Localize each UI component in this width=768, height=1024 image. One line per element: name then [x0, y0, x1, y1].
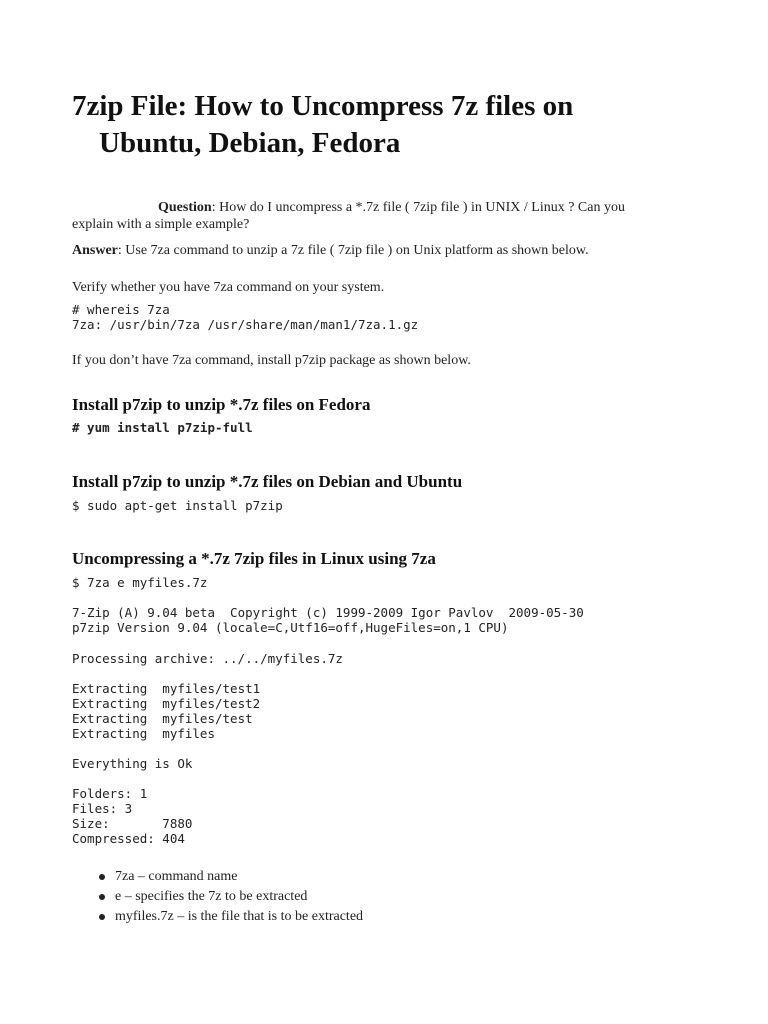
section-heading-uncompress: Uncompressing a *.7z 7zip files in Linux using 7za — [72, 549, 436, 568]
install-note: If you don’t have 7za command, install p7zip package as shown below. — [72, 353, 471, 368]
verify-text: Verify whether you have 7za command on your system. — [72, 280, 385, 295]
question-text-2: explain with a simple example? — [72, 217, 250, 232]
answer-paragraph — [72, 242, 712, 259]
output-extract-2: Extracting myfiles/test2 — [72, 696, 261, 711]
bullet-icon — [99, 894, 105, 900]
output-compressed: Compressed: 404 — [72, 831, 185, 846]
whereis-command: # whereis 7za — [72, 302, 170, 317]
bullet-icon — [99, 874, 105, 880]
answer-label: Answer — [72, 243, 118, 258]
page-title — [72, 88, 692, 162]
bullet-icon — [99, 914, 105, 920]
section-heading-debian: Install p7zip to unzip *.7z files on Debian and Ubuntu — [72, 472, 463, 491]
question-text: : How do I uncompress a *.7z file ( 7zip file ) in UNIX / Linux ? Can you — [211, 200, 625, 215]
output-extract-3: Extracting myfiles/test — [72, 711, 253, 726]
output-extract-1: Extracting myfiles/test1 — [72, 681, 261, 696]
output-extract-4: Extracting myfiles — [72, 726, 215, 741]
answer-text: : Use 7za command to unzip a 7z file ( 7zip file ) on Unix platform as shown below. — [117, 243, 589, 258]
output-size: Size: 7880 — [72, 816, 193, 831]
title-line-1: 7zip File: How to Uncompress 7z files on — [72, 90, 574, 122]
title-line-2: Ubuntu, Debian, Fedora — [99, 127, 401, 159]
fedora-command: # yum install p7zip-full — [72, 420, 253, 435]
output-ok: Everything is Ok — [72, 756, 193, 771]
output-folders: Folders: 1 — [72, 786, 148, 801]
question-label: Question — [158, 200, 212, 215]
output-files: Files: 3 — [72, 801, 133, 816]
question-paragraph — [72, 199, 692, 233]
list-item: e – specifies the 7z to be extracted — [72, 887, 363, 907]
list-item: myfiles.7z – is the file that is to be extracted — [72, 907, 363, 927]
output-processing: Processing archive: ../../myfiles.7z — [72, 651, 343, 666]
explanation-list — [72, 867, 363, 927]
list-item: 7za – command name — [72, 867, 363, 887]
uncompress-command: $ 7za e myfiles.7z — [72, 575, 208, 590]
output-line-2: p7zip Version 9.04 (locale=C,Utf16=off,HugeFiles=on,1 CPU) — [72, 620, 509, 635]
section-heading-fedora: Install p7zip to unzip *.7z files on Fedora — [72, 395, 371, 414]
whereis-output: 7za: /usr/bin/7za /usr/share/man/man1/7za.1.gz — [72, 317, 419, 332]
debian-command: $ sudo apt-get install p7zip — [72, 498, 283, 513]
output-line-1: 7-Zip (A) 9.04 beta Copyright (c) 1999-2009 Igor Pavlov 2009-05-30 — [72, 605, 584, 620]
